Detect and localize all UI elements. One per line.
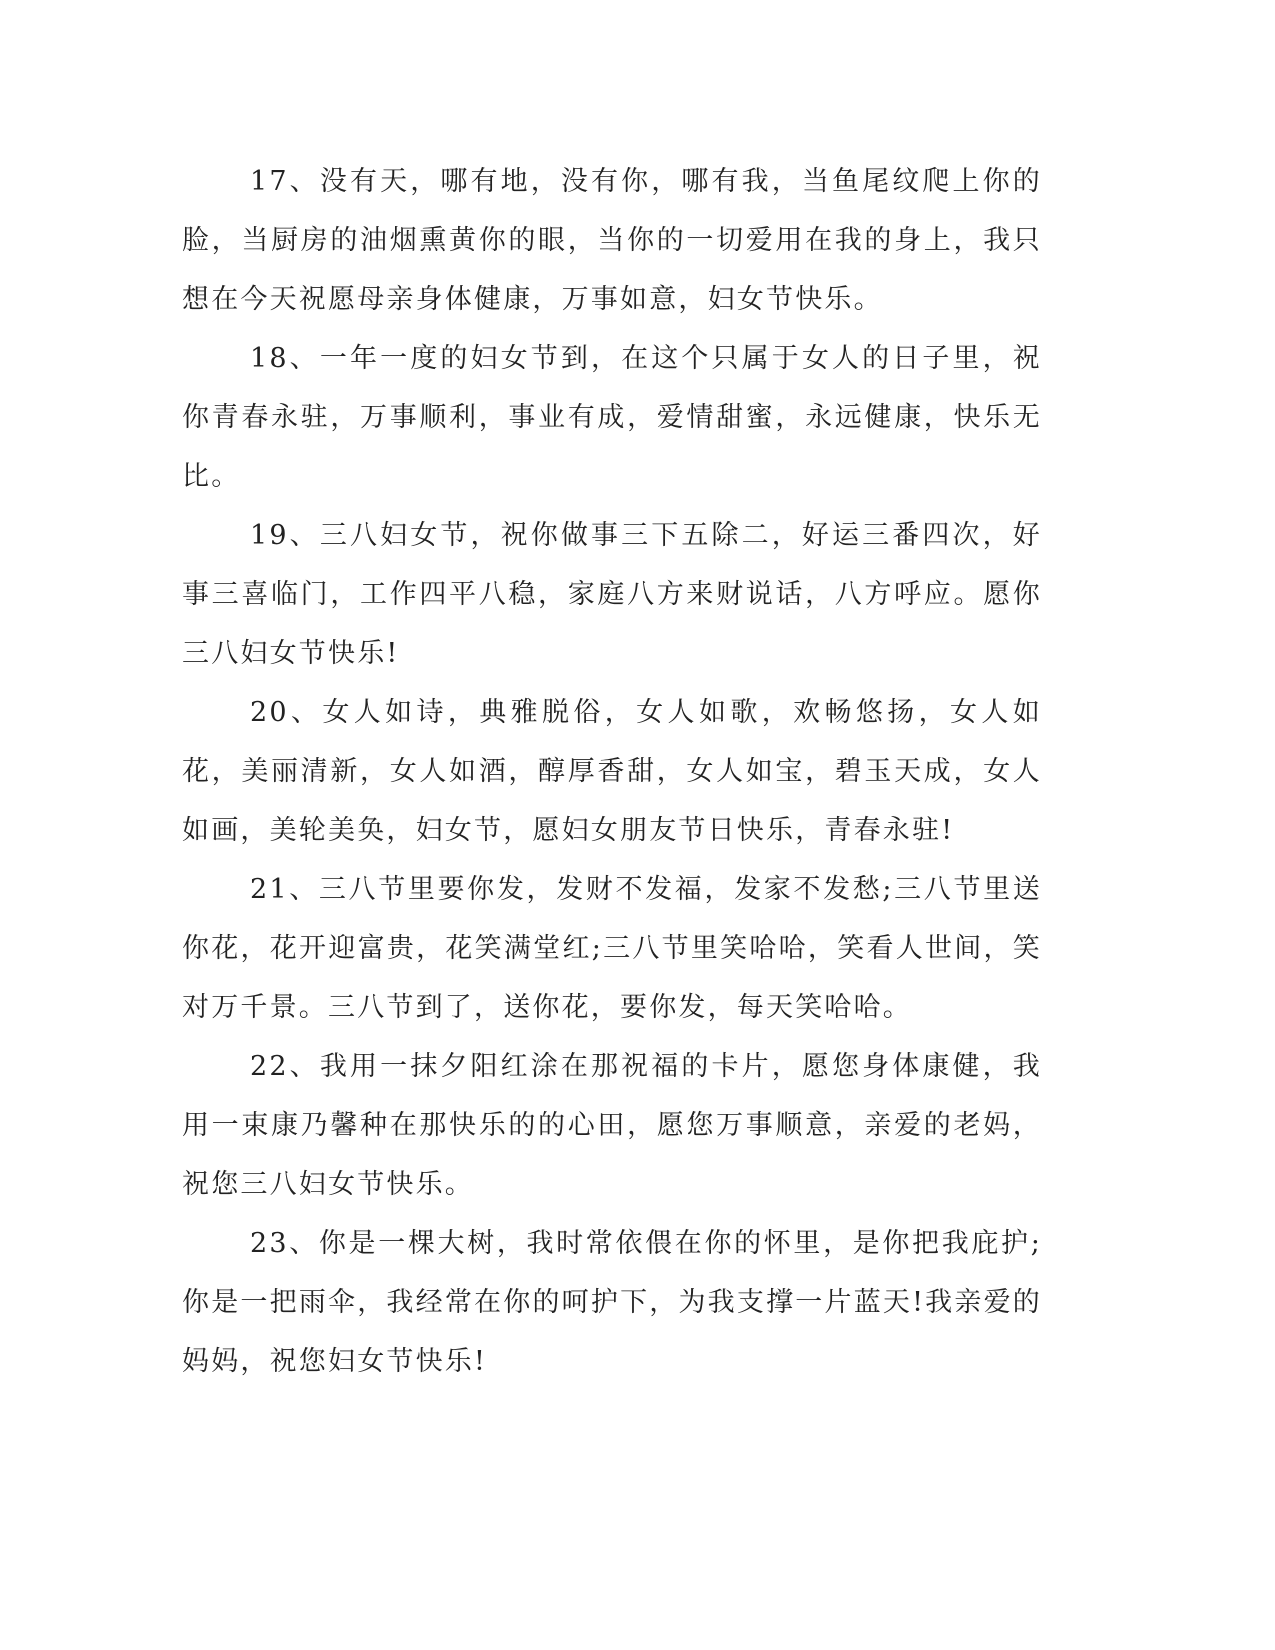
document-body — [182, 152, 1042, 1391]
paragraph-18: 18、一年一度的妇女节到，在这个只属于女人的日子里，祝你青春永驻，万事顺利，事业有成，爱情甜蜜，永远健康，快乐无比。 — [182, 343, 1042, 492]
paragraph-21: 21、三八节里要你发，发财不发福，发家不发愁;三八节里送你花，花开迎富贵，花笑满堂红;三八节里笑哈哈，笑看人世间，笑对万千景。三八节到了，送你花，要你发，每天笑哈哈。 — [182, 874, 1042, 1023]
paragraph-23: 23、你是一棵大树，我时常依偎在你的怀里，是你把我庇护;你是一把雨伞，我经常在你的呵护下，为我支撑一片蓝天!我亲爱的妈妈，祝您妇女节快乐! — [182, 1228, 1042, 1377]
paragraph-17: 17、没有天，哪有地，没有你，哪有我，当鱼尾纹爬上你的脸，当厨房的油烟熏黄你的眼，当你的一切爱用在我的身上，我只想在今天祝愿母亲身体健康，万事如意，妇女节快乐。 — [182, 166, 1042, 315]
paragraph-20: 20、女人如诗，典雅脱俗，女人如歌，欢畅悠扬，女人如花，美丽清新，女人如酒，醇厚香甜，女人如宝，碧玉天成，女人如画，美轮美奂，妇女节，愿妇女朋友节日快乐，青春永驻! — [182, 697, 1042, 846]
paragraph-19: 19、三八妇女节，祝你做事三下五除二，好运三番四次，好事三喜临门，工作四平八稳，家庭八方来财说话，八方呼应。愿你三八妇女节快乐! — [182, 520, 1042, 669]
paragraph-22: 22、我用一抹夕阳红涂在那祝福的卡片，愿您身体康健，我用一束康乃馨种在那快乐的的心田，愿您万事顺意，亲爱的老妈，祝您三八妇女节快乐。 — [182, 1051, 1042, 1200]
